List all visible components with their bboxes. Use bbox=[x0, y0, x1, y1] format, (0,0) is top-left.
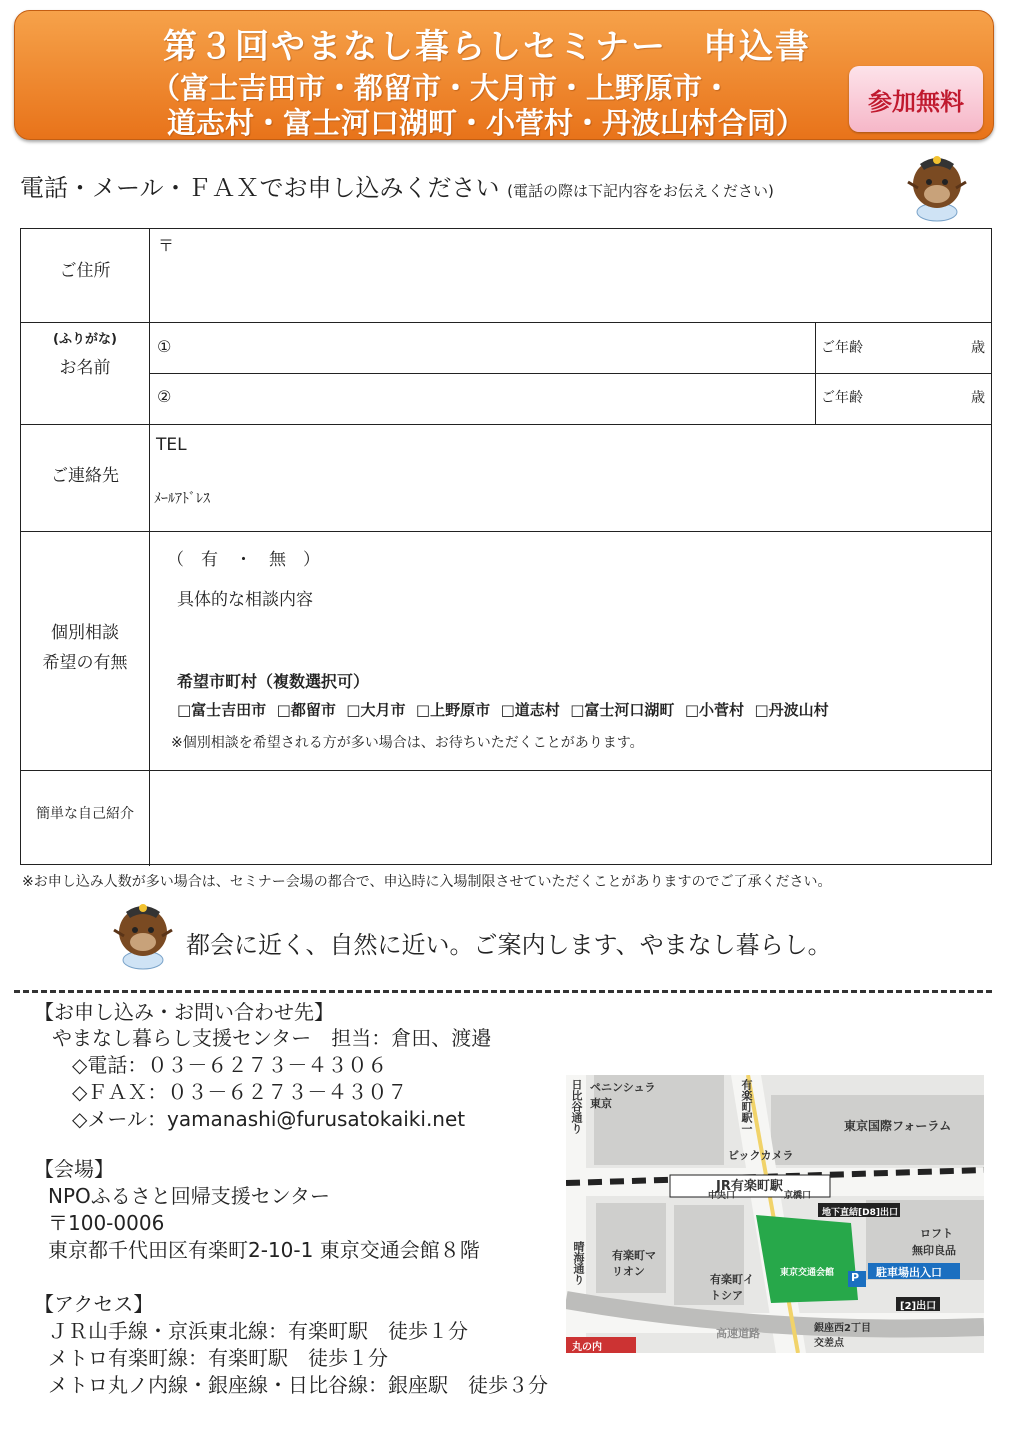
contact-phone: ◇電話：０３－６２７３－４３０６ bbox=[72, 1053, 388, 1077]
form-note: ※お申し込み人数が多い場合は、セミナー会場の都合で、申込時に入場制限させていただくことがありますのでご了承ください。 bbox=[22, 874, 832, 890]
map-ginza-crossing: 銀座西2丁目交差点 bbox=[814, 1323, 871, 1349]
access-line: メトロ有楽町線：有楽町駅 徒歩１分 bbox=[48, 1346, 388, 1370]
map-peninsula: ペニンシュラ東京 bbox=[590, 1081, 656, 1110]
option-fujiyoshida[interactable]: □富士吉田市 bbox=[177, 701, 267, 719]
name-2-field[interactable] bbox=[151, 375, 813, 423]
tel-label: TEL bbox=[156, 435, 187, 455]
map-yurakucho-street: 有楽町駅一 bbox=[740, 1079, 753, 1134]
consult-note: ※個別相談を希望される方が多い場合は、お待ちいただくことがあります。 bbox=[171, 735, 644, 751]
option-tsuru[interactable]: □都留市 bbox=[276, 701, 336, 719]
map-forum: 東京国際フォーラム bbox=[844, 1119, 952, 1133]
map-kaikan: 東京交通会館 bbox=[780, 1268, 835, 1278]
option-fujikawaguchiko[interactable]: □富士河口湖町 bbox=[570, 701, 675, 719]
venue-heading: 【会場】 bbox=[34, 1157, 114, 1181]
map-underground-exit: 地下直結[D8]出口 bbox=[822, 1208, 898, 1218]
intro-field[interactable] bbox=[151, 772, 989, 862]
map-expressway: 高速道路 bbox=[716, 1327, 760, 1340]
page-title: 第３回やまなし暮らしセミナー 申込書 bbox=[163, 27, 811, 67]
map-station: JR有楽町駅 bbox=[716, 1179, 783, 1194]
instruction-note: (電話の際は下記内容をお伝えください) bbox=[507, 182, 774, 200]
map-harumi-street: 晴海通り bbox=[572, 1241, 585, 1285]
map-marunouchi: 丸の内 bbox=[572, 1342, 602, 1353]
consult-choice[interactable]: （ 有 ・ 無 ） bbox=[167, 550, 320, 570]
map-exit-2: [2]出口 bbox=[900, 1301, 937, 1312]
name-1-mark: ① bbox=[157, 337, 172, 356]
option-uenohara[interactable]: □上野原市 bbox=[415, 701, 491, 719]
subtitle-line-1: （富士吉田市・都留市・大月市・上野原市・ bbox=[151, 71, 732, 105]
age-1-field[interactable] bbox=[871, 324, 967, 372]
access-line: ＪＲ山手線・京浜東北線：有楽町駅 徒歩１分 bbox=[48, 1319, 468, 1343]
option-kosuge[interactable]: □小菅村 bbox=[684, 701, 745, 719]
access-map bbox=[566, 1075, 984, 1353]
consult-label-2: 希望の有無 bbox=[42, 653, 128, 673]
consult-label-1: 個別相談 bbox=[51, 623, 119, 643]
name-label: お名前 bbox=[59, 358, 111, 378]
age-1-label: ご年齢 bbox=[821, 340, 863, 356]
age-2-label: ご年齢 bbox=[821, 390, 863, 406]
contact-fax: ◇ＦＡＸ：０３－６２７３－４３０７ bbox=[72, 1080, 408, 1104]
municipality-options bbox=[177, 699, 829, 720]
tel-field[interactable] bbox=[201, 427, 987, 471]
contact-org: やまなし暮らし支援センター 担当：倉田、渡邉 bbox=[52, 1026, 492, 1050]
venue-address: 東京都千代田区有楽町2-10-1 東京交通会館８階 bbox=[48, 1238, 480, 1262]
venue-name: NPOふるさと回帰支援センター bbox=[48, 1184, 330, 1208]
map-loft: ロフト bbox=[920, 1227, 953, 1240]
option-doshi[interactable]: □道志村 bbox=[500, 701, 560, 719]
consult-detail-field[interactable] bbox=[171, 611, 981, 661]
subtitle-line-2: 道志村・富士河口湖町・小菅村・丹波山村合同） bbox=[167, 106, 806, 140]
address-field[interactable] bbox=[151, 231, 989, 320]
map-muji: 無印良品 bbox=[912, 1244, 956, 1257]
mascot-icon-2 bbox=[108, 896, 178, 970]
municipality-heading: 希望市町村（複数選択可） bbox=[177, 672, 370, 691]
map-parking-icon: P bbox=[851, 1271, 860, 1284]
option-tabayama[interactable]: □丹波山村 bbox=[754, 701, 829, 719]
contact-email[interactable]: ◇メール：yamanashi@furusatokaiki.net bbox=[72, 1107, 466, 1131]
age-1-unit: 歳 bbox=[971, 340, 985, 356]
mascot-icon bbox=[902, 148, 972, 222]
map-marion: 有楽町マリオン bbox=[612, 1249, 656, 1278]
application-form bbox=[20, 228, 992, 865]
postal-mark: 〒 bbox=[158, 236, 175, 255]
furigana-label: (ふりがな) bbox=[53, 332, 117, 347]
access-line: メトロ丸ノ内線・銀座線・日比谷線：銀座駅 徒歩３分 bbox=[48, 1373, 548, 1397]
map-parking: 駐車場出入口 bbox=[876, 1266, 942, 1279]
instruction-main: 電話・メール・ＦＡＸでお申し込みください bbox=[20, 174, 500, 202]
map-hibiya-street: 日比谷通り bbox=[570, 1079, 583, 1134]
slogan: 都会に近く、自然に近い。ご案内します、やまなし暮らし。 bbox=[186, 931, 832, 959]
contact-label: ご連絡先 bbox=[51, 466, 119, 486]
map-itocia: 有楽町イトシア bbox=[710, 1273, 754, 1302]
access-heading: 【アクセス】 bbox=[34, 1292, 154, 1316]
instruction bbox=[20, 168, 774, 203]
age-2-field[interactable] bbox=[871, 375, 967, 423]
free-badge: 参加無料 bbox=[849, 66, 983, 132]
cut-line bbox=[14, 990, 992, 993]
address-label: ご住所 bbox=[59, 261, 111, 281]
header-banner bbox=[14, 10, 994, 140]
option-otsuki[interactable]: □大月市 bbox=[346, 701, 406, 719]
venue-postal: 〒100-0006 bbox=[48, 1211, 165, 1235]
map-kyobashi-exit: 京橋口 bbox=[784, 1191, 812, 1201]
name-1-field[interactable] bbox=[151, 324, 813, 372]
mail-field[interactable] bbox=[241, 477, 987, 527]
map-central-exit: 中央口 bbox=[708, 1191, 736, 1201]
map-bic-camera: ビックカメラ bbox=[728, 1149, 794, 1162]
name-2-mark: ② bbox=[157, 387, 172, 406]
contact-heading: 【お申し込み・お問い合わせ先】 bbox=[34, 1000, 334, 1024]
mail-label: ﾒｰﾙｱﾄﾞﾚｽ bbox=[154, 491, 210, 507]
consult-detail-label: 具体的な相談内容 bbox=[177, 590, 313, 610]
age-2-unit: 歳 bbox=[971, 390, 985, 406]
intro-label: 簡単な自己紹介 bbox=[36, 806, 134, 822]
